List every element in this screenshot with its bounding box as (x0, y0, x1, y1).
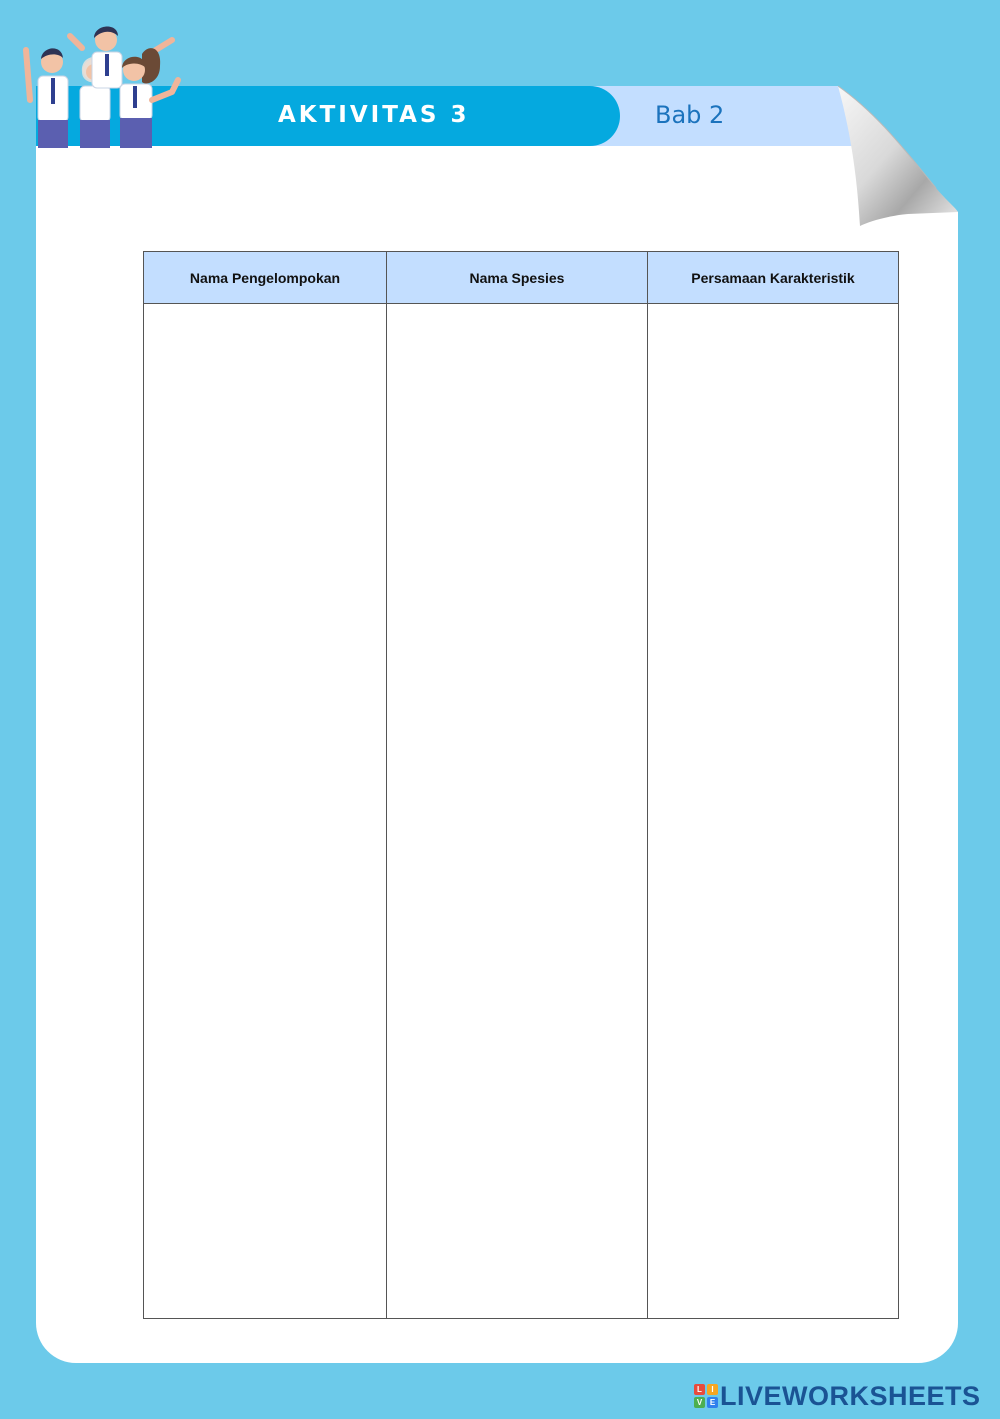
liveworksheets-wordmark: LIVEWORKSHEETS (720, 1380, 981, 1411)
header-nama-spesies: Nama Spesies (387, 252, 648, 304)
answer-cell-nama-pengelompokan[interactable] (144, 304, 387, 1319)
logo-letter-i: I (707, 1384, 718, 1395)
logo-letter-l: L (694, 1384, 705, 1395)
classification-table (143, 251, 899, 1319)
activity-title: AKTIVITAS 3 (278, 102, 470, 128)
table-header-row (144, 252, 899, 304)
liveworksheets-logo (694, 1380, 981, 1411)
answer-cell-persamaan-karakteristik[interactable] (648, 304, 899, 1319)
header-persamaan-karakteristik: Persamaan Karakteristik (648, 252, 899, 304)
liveworksheets-logo-icon (694, 1384, 718, 1408)
answer-cell-nama-spesies[interactable] (387, 304, 648, 1319)
logo-letter-e: E (707, 1397, 718, 1408)
table-row (144, 304, 899, 1319)
chapter-label: Bab 2 (655, 101, 725, 129)
logo-letter-v: V (694, 1397, 705, 1408)
page-curl-icon (838, 84, 962, 228)
header-nama-pengelompokan: Nama Pengelompokan (144, 252, 387, 304)
students-illustration (22, 22, 186, 148)
